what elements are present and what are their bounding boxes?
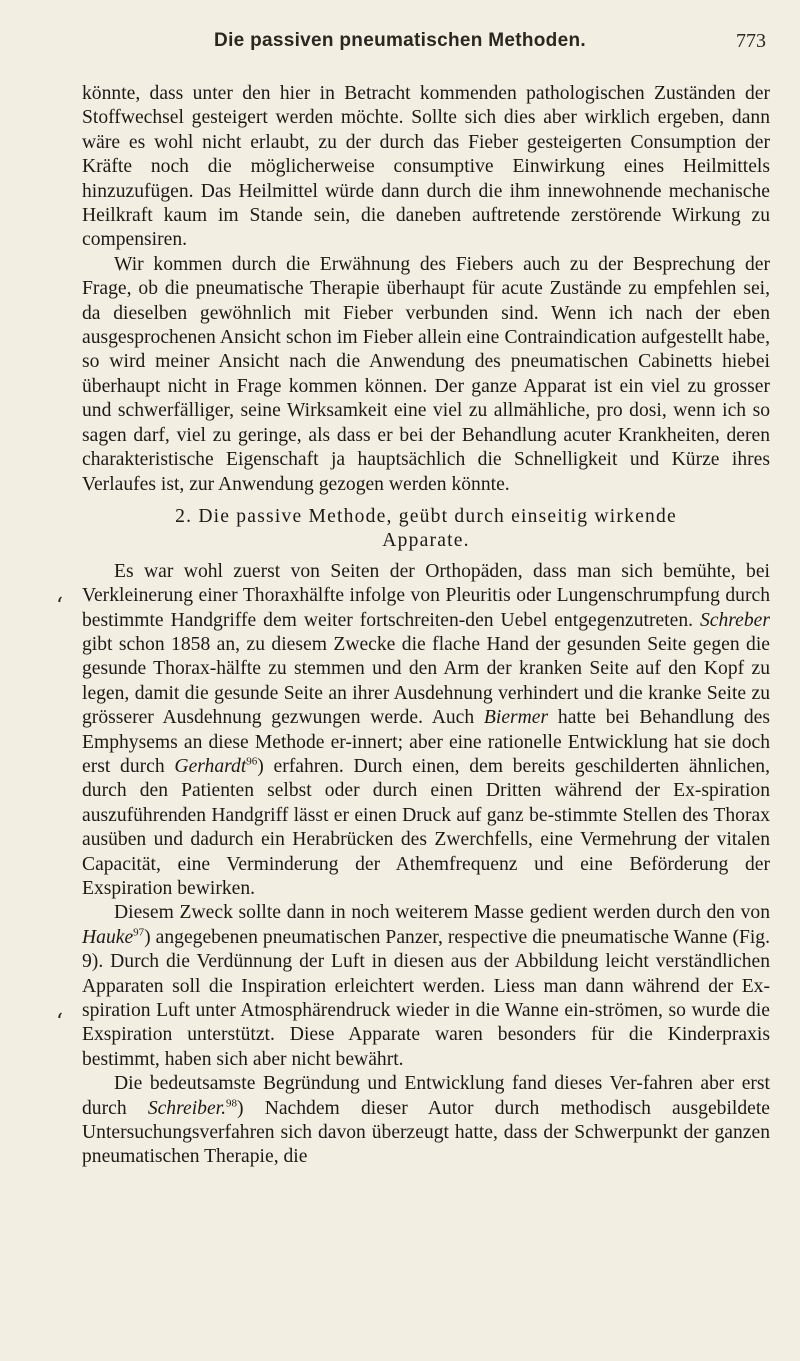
page-number: 773 bbox=[736, 30, 766, 52]
paragraph bbox=[82, 1072, 770, 1170]
text-span: Es war wohl zuerst von Seiten der Orthopäden, dass man sich bemühte, bei Verkleinerung einer Thoraxhälfte infolge von Pleuritis oder Lungenschrumpfung durch bestimmte Handgriffe dem weiter fortschreiten-den Uebel entgegenzutreten. bbox=[82, 560, 770, 631]
margin-mark: ‘ bbox=[56, 1010, 63, 1035]
paragraph bbox=[82, 901, 770, 1072]
author-name: Hauke bbox=[82, 926, 134, 948]
author-name: Gerhardt bbox=[174, 755, 247, 777]
text-span: gibt schon 1858 an, zu diesem Zwecke die flache Hand der gesunden Seite gegen die gesunde Thorax-hälfte zu stemmen und den Arm der kranken Seite auf den Kopf zu legen, damit die gesunde Seite an ihrer Ausdehnung verhindert und die kranke Seite zu grösserer Ausdehnung gezwungen werde. Auch bbox=[82, 633, 770, 729]
paragraph bbox=[82, 560, 770, 902]
author-name: Schreiber. bbox=[147, 1097, 226, 1119]
section-heading-line: 2. Die passive Methode, geübt durch einseitig wirkende bbox=[175, 505, 677, 527]
margin-mark: ‘ bbox=[56, 594, 63, 619]
text-span: hatte bei Behandlung des Emphysems an diese Methode er-innert; aber eine rationelle Entwicklung hat sie doch erst durch bbox=[82, 707, 770, 777]
footnote-ref: 96 bbox=[246, 755, 258, 768]
text-span: ) Nachdem dieser Autor durch methodisch ausgebildete Untersuchungsverfahren sich davon überzeugt hatte, dass der Schwerpunkt der ganzen pneumatischen Therapie, die bbox=[82, 1097, 770, 1168]
section-heading-line: Apparate. bbox=[382, 530, 470, 552]
text-span: ) angegebenen pneumatischen Panzer, respective die pneumatische Wanne (Fig. 9). Durch die Verdünnung der Luft in diesen aus der Abbildung leicht verständlichen Apparaten soll die Inspiration erleichtert werden. Liess man dann während der Ex-spiration Luft unter Atmosphärendruck wieder in die Wanne ein-strömen, so wurde die Exspiration unterstützt. Diese Apparate waren besonders für die Kinderpraxis bestimmt, haben sich aber nicht bewährt. bbox=[82, 926, 770, 1070]
text-span: ) erfahren. Durch einen, dem bereits geschilderten ähnlichen, durch den Patienten selbst oder durch einen Dritten während der Ex-spiration auszuführenden Handgriff lässt er einen Druck auf ganz be-stimmte Stellen des Thorax ausüben und dadurch ein Herabrücken des Zwerchfells, eine Vermehrung der vitalen Capacität, eine Verminderung der Athemfrequenz und eine Beförderung der Exspiration bewirken. bbox=[82, 755, 770, 899]
footnote-ref: 97 bbox=[133, 926, 145, 939]
paragraph: könnte, dass unter den hier in Betracht kommenden pathologischen Zuständen der Stoffwechsel gesteigert werden möchte. Sollte sich dies aber wirklich ergeben, dann wäre es wohl nicht erlaubt, zu der durch das Fieber gesteigerten Consumption der Kräfte noch die möglicherweise consumptive Einwirkung eines Heilmittels hinzuzufügen. Das Heilmittel würde dann durch die ihm innewohnende mechanische Heilkraft kaum im Stande sein, die daneben auftretende zerstörende Wirkung zu compensiren. bbox=[82, 83, 770, 251]
text-span: Diesem Zweck sollte dann in noch weiterem Masse gedient werden durch den von bbox=[114, 902, 770, 924]
author-name: Schreber bbox=[699, 609, 770, 631]
body-text bbox=[82, 82, 770, 1170]
section-heading bbox=[82, 505, 770, 554]
author-name: Biermer bbox=[483, 707, 549, 729]
text-span: Die bedeutsamste Begründung und Entwicklung fand dieses Ver-fahren aber erst durch bbox=[82, 1073, 770, 1119]
footnote-ref: 98 bbox=[226, 1097, 237, 1110]
running-header: Die passiven pneumatischen Methoden. bbox=[214, 30, 586, 51]
paragraph: Wir kommen durch die Erwähnung des Fiebers auch zu der Besprechung der Frage, ob die pneumatische Therapie überhaupt für acute Zustände zu empfehlen sei, da dieselben gewöhnlich mit Fieber verbunden sind. Wenn ich nach der eben ausgesprochenen Ansicht schon im Fieber allein eine Contraindication aufgestellt habe, so wird meiner Ansicht nach die Anwendung des pneumatischen Cabinetts hiebei überhaupt nicht in Frage kommen können. Der ganze Apparat ist ein viel zu grosser und schwerfälliger, seine Wirksamkeit eine viel zu allmähliche, pro dosi, wenn ich so sagen darf, viel zu geringe, als dass er bei der Behandlung acuter Krankheiten, deren charakteristische Eigenschaft ja hauptsächlich die Schnelligkeit und Kürze ihres Verlaufes ist, zur Anwendung gezogen werden könnte. bbox=[82, 253, 770, 495]
